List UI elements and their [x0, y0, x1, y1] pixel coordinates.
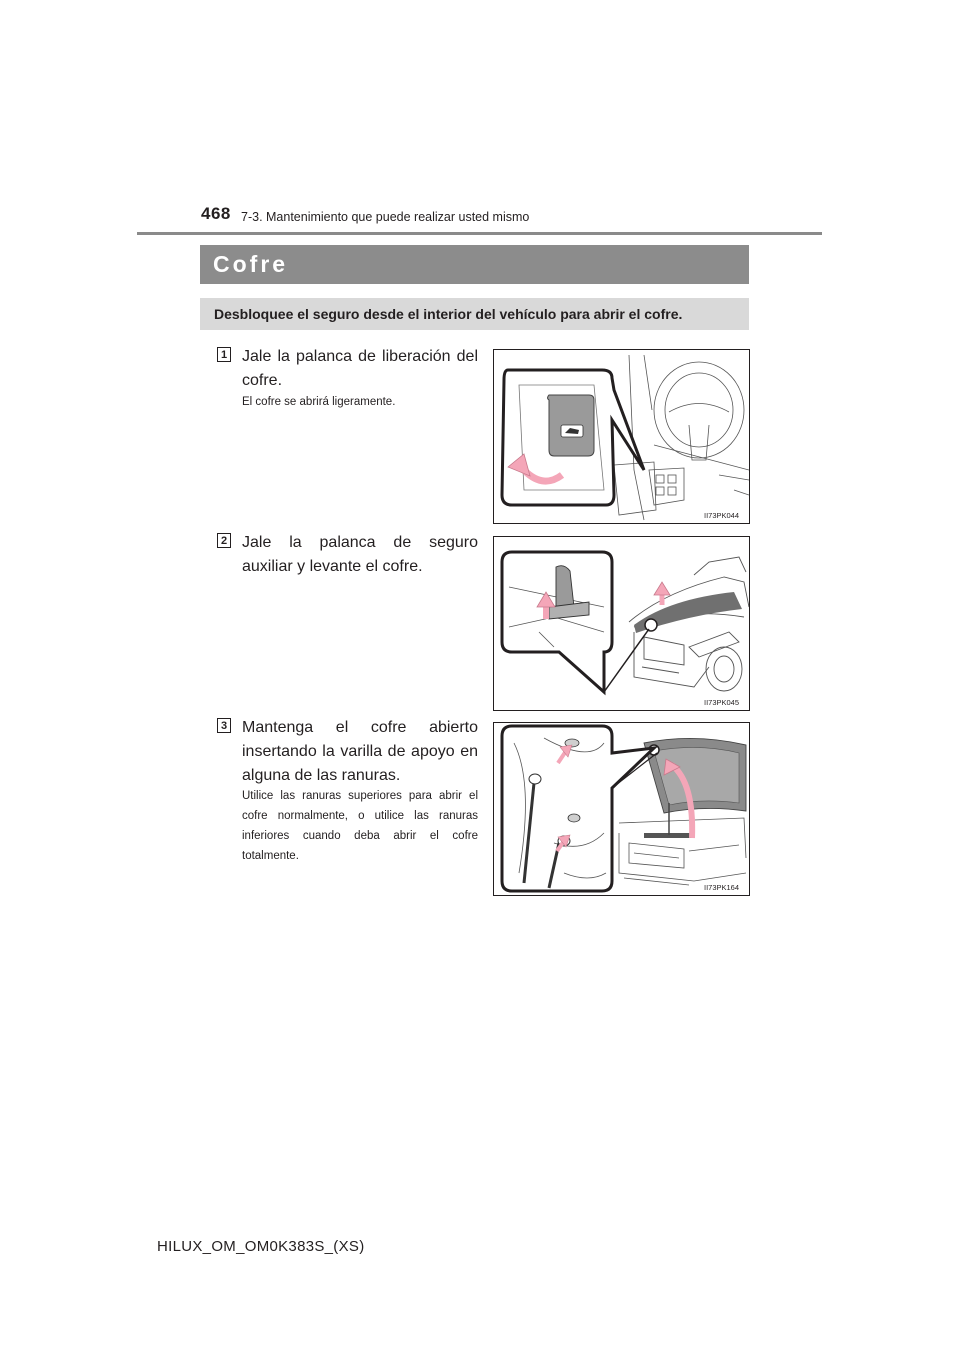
figure-auxiliary-catch	[493, 536, 750, 711]
figure-hood-release-lever	[493, 349, 750, 524]
auxiliary-catch-illustration	[494, 537, 749, 710]
hood-release-lever-illustration	[494, 350, 749, 523]
step-3-note: Utilice las ranuras superiores para abrir el cofre normalmente, o utilice las ranuras inferiores cuando deba abrir el cofre totalmente.	[242, 790, 478, 862]
figure-3-code: II73PK164	[704, 883, 740, 892]
figure-support-rod	[493, 722, 750, 896]
step-3-badge: 3	[217, 718, 231, 733]
step-1-note: El cofre se abrirá ligeramente.	[242, 396, 396, 408]
intro-bar	[200, 298, 749, 330]
figure-1-code: II73PK044	[704, 511, 740, 520]
chapter-heading: 7-3. Mantenimiento que puede realizar usted mismo	[241, 210, 530, 224]
step-2-text: Jale la palanca de seguro auxiliar y levante el cofre.	[242, 534, 478, 575]
support-rod-illustration	[494, 723, 749, 895]
section-title-bar	[200, 245, 749, 284]
section-title: Cofre	[213, 251, 289, 277]
page-number: 468	[201, 204, 231, 223]
header-divider	[137, 232, 822, 235]
intro-text: Desbloquee el seguro desde el interior del vehículo para abrir el cofre.	[214, 306, 683, 322]
step-1-badge: 1	[217, 347, 231, 362]
step-2-badge: 2	[217, 533, 231, 548]
step-1-text: Jale la palanca de liberación del cofre.	[242, 348, 478, 389]
manual-code: HILUX_OM_OM0K383S_(XS)	[157, 1238, 365, 1255]
step-3-text: Mantenga el cofre abierto insertando la varilla de apoyo en alguna de las ranuras.	[242, 719, 478, 784]
figure-2-code: II73PK045	[704, 698, 740, 707]
